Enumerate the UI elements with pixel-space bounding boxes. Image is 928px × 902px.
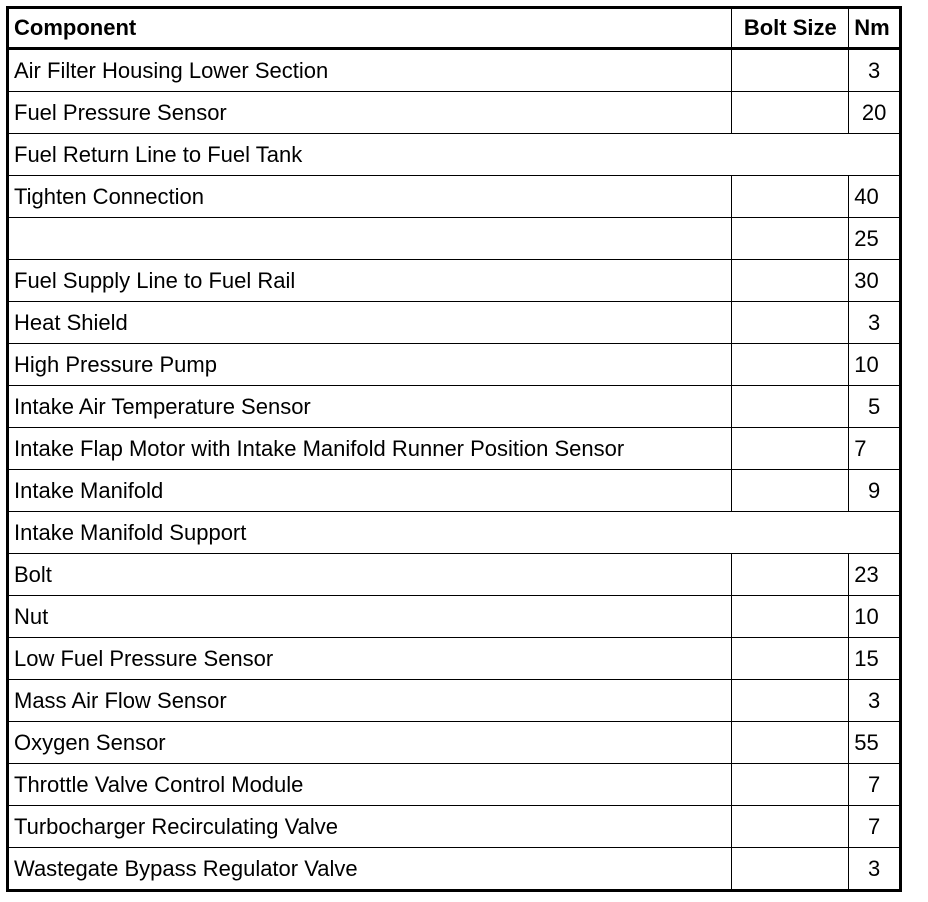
bolt-size-cell [732,428,849,470]
bolt-size-cell [732,386,849,428]
table-row [8,764,901,806]
table-row [8,722,901,764]
bolt-size-cell [732,554,849,596]
nm-cell: 7 [849,764,901,806]
nm-cell: 3 [849,49,901,92]
table-row [8,428,901,470]
component-cell: Intake Flap Motor with Intake Manifold Runner Position Sensor [8,428,732,470]
bolt-size-cell [732,218,849,260]
nm-cell: 30 [849,260,901,302]
nm-cell: 7 [849,806,901,848]
component-cell: Turbocharger Recirculating Valve [8,806,732,848]
nm-cell: 23 [849,554,901,596]
table-row [8,638,901,680]
component-cell: Nut [8,596,732,638]
table-row [8,470,901,512]
table-row [8,302,901,344]
table-group-row [8,134,901,176]
bolt-size-cell [732,260,849,302]
nm-cell: 3 [849,302,901,344]
nm-cell: 5 [849,386,901,428]
column-header-bolt-size: Bolt Size [732,8,849,49]
bolt-size-cell [732,470,849,512]
nm-cell: 25 [849,218,901,260]
table-row [8,680,901,722]
bolt-size-cell [732,176,849,218]
nm-cell: 9 [849,470,901,512]
table-row [8,554,901,596]
bolt-size-cell [732,638,849,680]
component-cell: Fuel Pressure Sensor [8,92,732,134]
column-header-nm: Nm [849,8,901,49]
nm-cell: 3 [849,680,901,722]
component-cell: Tighten Connection [8,176,732,218]
nm-cell: 7 [849,428,901,470]
component-cell: Throttle Valve Control Module [8,764,732,806]
table-body [8,49,901,891]
table-row [8,806,901,848]
component-cell: Oxygen Sensor [8,722,732,764]
component-cell: Bolt [8,554,732,596]
nm-cell: 20 [849,92,901,134]
table-row [8,848,901,891]
component-cell: Mass Air Flow Sensor [8,680,732,722]
table-row [8,49,901,92]
group-label: Fuel Return Line to Fuel Tank [8,134,901,176]
component-cell: Air Filter Housing Lower Section [8,49,732,92]
fastener-torque-table [6,6,902,892]
group-label: Intake Manifold Support [8,512,901,554]
component-cell [8,218,732,260]
bolt-size-cell [732,302,849,344]
table-group-row [8,512,901,554]
nm-cell: 3 [849,848,901,891]
component-cell: Intake Air Temperature Sensor [8,386,732,428]
nm-cell: 10 [849,596,901,638]
table-row [8,386,901,428]
component-cell: Heat Shield [8,302,732,344]
table-row [8,260,901,302]
bolt-size-cell [732,92,849,134]
bolt-size-cell [732,680,849,722]
component-cell: Low Fuel Pressure Sensor [8,638,732,680]
table-header-row [8,8,901,49]
table-row [8,218,901,260]
bolt-size-cell [732,344,849,386]
column-header-component: Component [8,8,732,49]
bolt-size-cell [732,848,849,891]
bolt-size-cell [732,596,849,638]
bolt-size-cell [732,49,849,92]
bolt-size-cell [732,764,849,806]
table-row [8,596,901,638]
bolt-size-cell [732,806,849,848]
nm-cell: 15 [849,638,901,680]
bolt-size-cell [732,722,849,764]
component-cell: Wastegate Bypass Regulator Valve [8,848,732,891]
table-row [8,176,901,218]
component-cell: High Pressure Pump [8,344,732,386]
nm-cell: 10 [849,344,901,386]
table-row [8,344,901,386]
component-cell: Intake Manifold [8,470,732,512]
component-cell: Fuel Supply Line to Fuel Rail [8,260,732,302]
nm-cell: 55 [849,722,901,764]
table-row [8,92,901,134]
nm-cell: 40 [849,176,901,218]
